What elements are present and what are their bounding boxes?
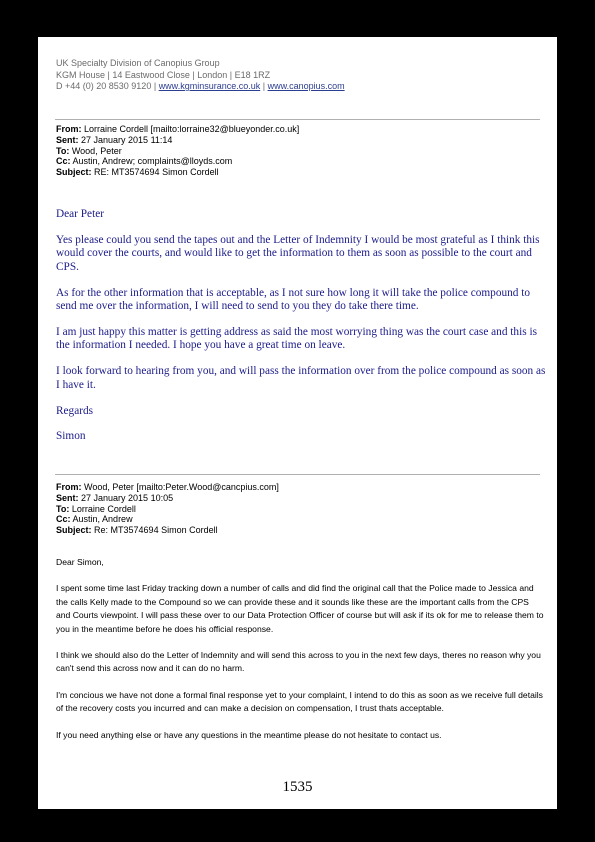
separator-line (55, 119, 540, 120)
link-kgminsurance[interactable]: www.kgminsurance.co.uk (158, 81, 261, 91)
to-value: Lorraine Cordell (71, 503, 136, 514)
email1-signoff: Simon (56, 430, 86, 443)
email1-paragraph: I am just happy this matter is getting address as said the most worrying thing was the court case and this is the information I needed. I hope you have a great time on leave. (56, 325, 537, 352)
signature-address: KGM House | 14 Eastwood Close | London | E18 1RZ (56, 69, 271, 80)
subject-value: RE: MT3574694 Simon Cordell (94, 167, 219, 178)
email2-paragraph: I'm concious we have not done a formal final response yet to your complaint, I intend to do this as soon as we receive full details of the recovery costs you incurred and can make a decision on compensation, I trust thats acceptable. (56, 689, 543, 714)
to-label: To: (56, 503, 70, 514)
email1-paragraph: Yes please could you send the tapes out and the Letter of Indemnity I would be most grateful as I think this would cover the courts, and would like to get the information to them as soon as possible to the court and CPS. (56, 233, 540, 273)
from-value: Lorraine Cordell [mailto:lorraine32@blueyonder.co.uk] (84, 124, 300, 134)
link-separator: | (260, 81, 268, 91)
email2-greeting: Dear Simon, (56, 557, 104, 567)
from-label: From: (56, 124, 82, 134)
separator-line (55, 474, 540, 475)
email1-header (56, 124, 299, 178)
to-label: To: (56, 145, 70, 156)
cc-value: Austin, Andrew; complaints@lloyds.com (72, 156, 233, 167)
cc-value: Austin, Andrew (72, 514, 133, 525)
signature-phone: D +44 (0) 20 8530 9120 | (56, 81, 157, 91)
email2-paragraph: I spent some time last Friday tracking down a number of calls and did find the original call that the Police made to Jessica and the calls Kelly made to the Compound so we can provide these and it sounds like these are the important calls from the CPS and Courts viewpoint. I will pass these over to our Data Protection Officer of course but will ask if its ok for me to release them to you in the meantime before he does his official response. (56, 583, 544, 634)
to-value: Wood, Peter (71, 145, 122, 156)
subject-value: Re: MT3574694 Simon Cordell (94, 525, 218, 536)
sent-value: 27 January 2015 10:05 (81, 492, 174, 503)
sent-value: 27 January 2015 11:14 (81, 134, 173, 145)
signature-company: UK Specialty Division of Canopius Group (56, 58, 220, 68)
email1-greeting: Dear Peter (56, 208, 104, 220)
page-number: 1535 (282, 779, 313, 795)
from-label: From: (56, 482, 82, 492)
cc-label: Cc: (56, 156, 71, 167)
email1-body (56, 208, 546, 456)
email2-paragraph: I think we should also do the Letter of Indemnity and will send this across to you in the next few days, theres no reason why you can't send this across now and it can do no harm. (56, 650, 541, 674)
link-canopius[interactable]: www.canopius.com (267, 81, 345, 91)
subject-label: Subject: (56, 525, 92, 536)
email1-paragraph: As for the other information that is acceptable, as I not sure how long it will take the police compound to send me over the information, I will need to send to you they do take there time. (56, 286, 531, 313)
email2-header (56, 482, 279, 536)
email2-paragraph: If you need anything else or have any questions in the meantime please do not hesitate to contact us. (56, 729, 442, 740)
from-value: Wood, Peter [mailto:Peter.Wood@cancpius.com] (84, 482, 279, 492)
email2-body (56, 556, 544, 755)
signature-contact (56, 81, 345, 93)
document-page (38, 37, 557, 809)
email1-paragraph: I look forward to hearing from you, and will pass the information over from the police compound as soon as I have it. (56, 365, 546, 391)
email-signature (56, 58, 345, 93)
sent-label: Sent: (56, 492, 79, 503)
cc-label: Cc: (56, 514, 71, 525)
email1-closing: Regards (56, 404, 94, 417)
subject-label: Subject: (56, 167, 92, 178)
sent-label: Sent: (56, 134, 79, 145)
